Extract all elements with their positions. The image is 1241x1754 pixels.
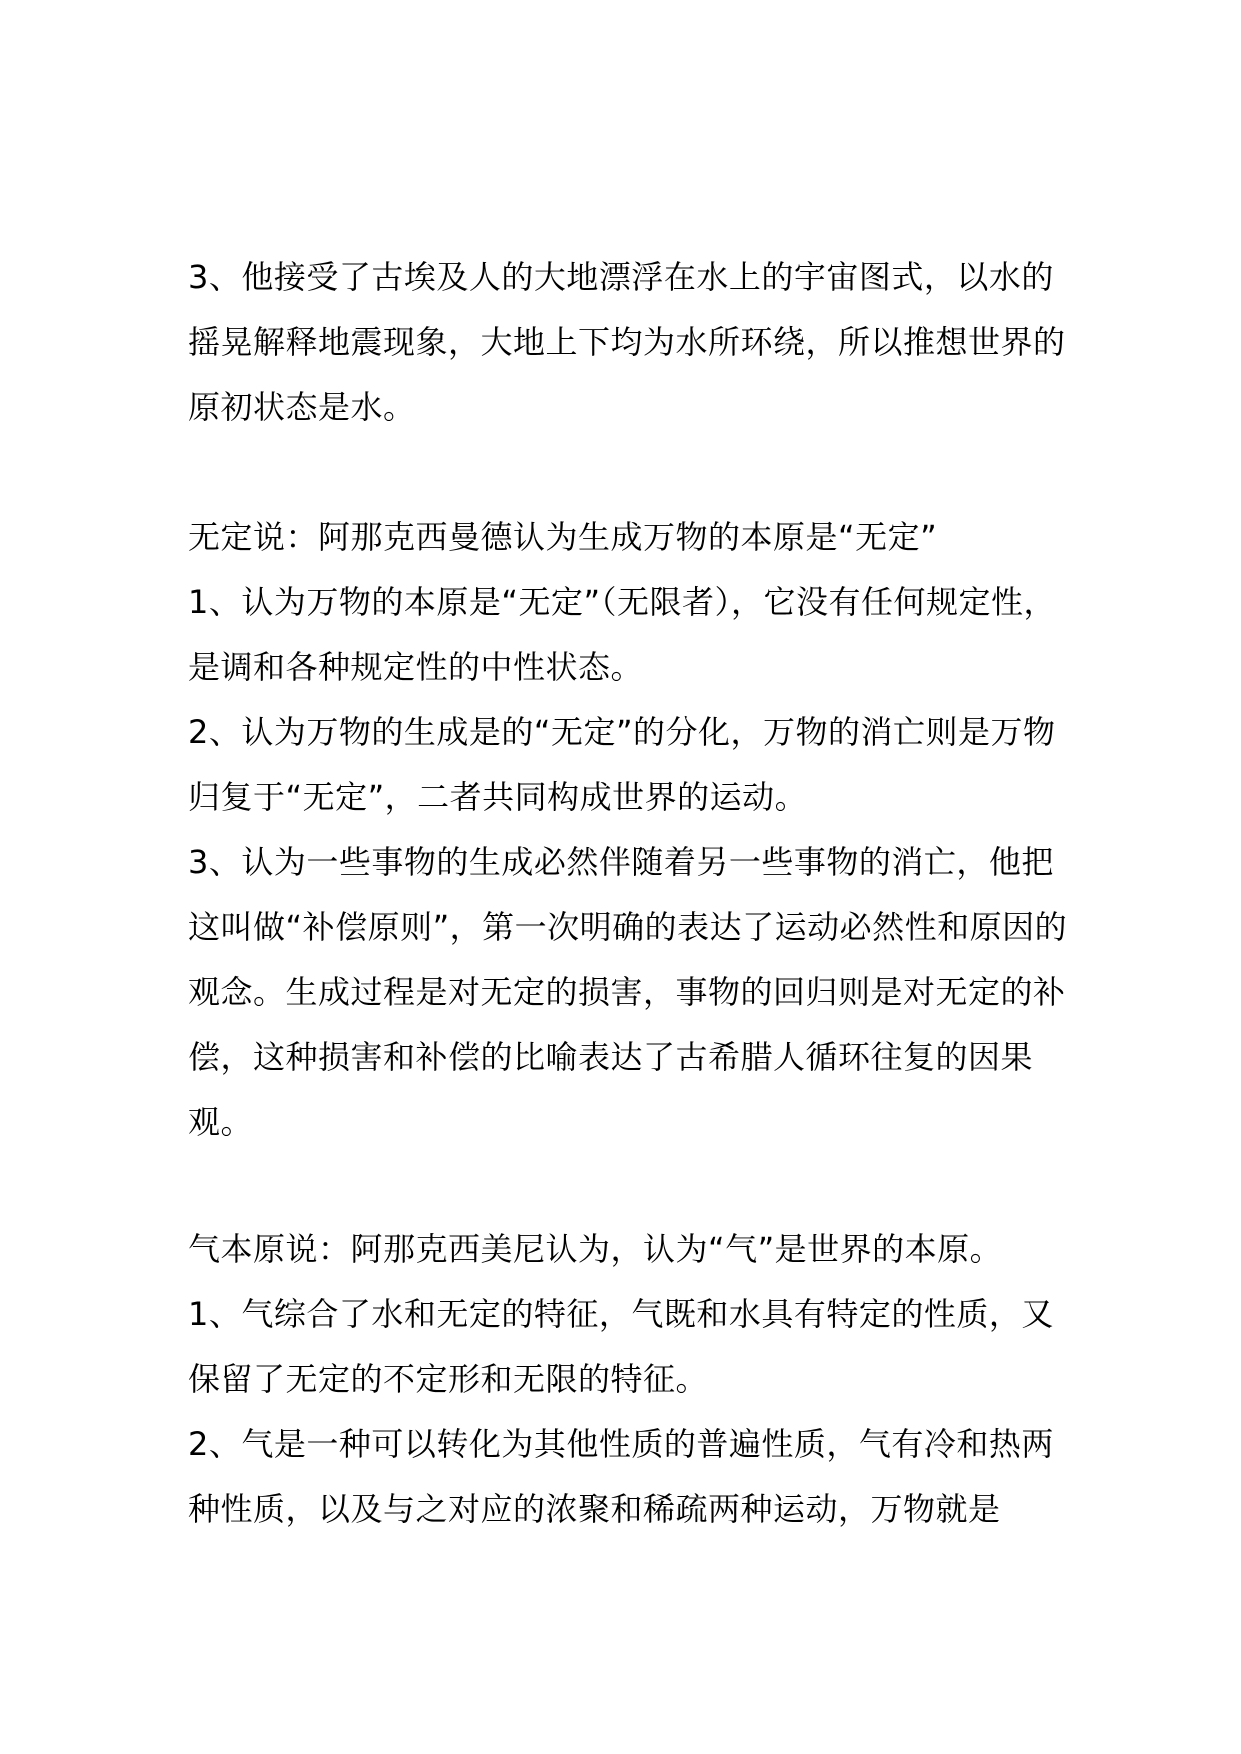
paragraph: 1、认为万物的本原是“无定”（无限者），它没有任何规定性，是调和各种规定性的中性状态。 — [188, 583, 1057, 686]
paragraph: 3、他接受了古埃及人的大地漂浮在水上的宇宙图式，以水的摇晃解释地震现象，大地上下均为水所环绕，所以推想世界的原初状态是水。 — [188, 258, 1066, 426]
paragraph: 1、气综合了水和无定的特征，气既和水具有特定的性质，又保留了无定的不定形和无限的特征。 — [188, 1295, 1054, 1398]
paragraph: 2、气是一种可以转化为其他性质的普遍性质，气有冷和热两种性质，以及与之对应的浓聚和稀疏两种运动，万物就是 — [188, 1425, 1054, 1528]
paragraph: 3、认为一些事物的生成必然伴随着另一些事物的消亡，他把这叫做“补偿原则”，第一次明确的表达了运动必然性和原因的观念。生成过程是对无定的损害，事物的回归则是对无定的补偿，这种损害和补偿的比喻表达了古希腊人循环往复的因果观。 — [188, 843, 1068, 1141]
section-apeiron — [188, 505, 1068, 1155]
section-water-cosmology — [188, 245, 1068, 440]
paragraph: 2、认为万物的生成是的“无定”的分化，万物的消亡则是万物归复于“无定”，二者共同构成世界的运动。 — [188, 713, 1056, 816]
section-heading: 无定说：阿那克西曼德认为生成万物的本原是“无定” — [188, 518, 938, 556]
section-air-principle — [188, 1217, 1068, 1542]
section-heading: 气本原说：阿那克西美尼认为，认为“气”是世界的本原。 — [188, 1230, 1003, 1268]
